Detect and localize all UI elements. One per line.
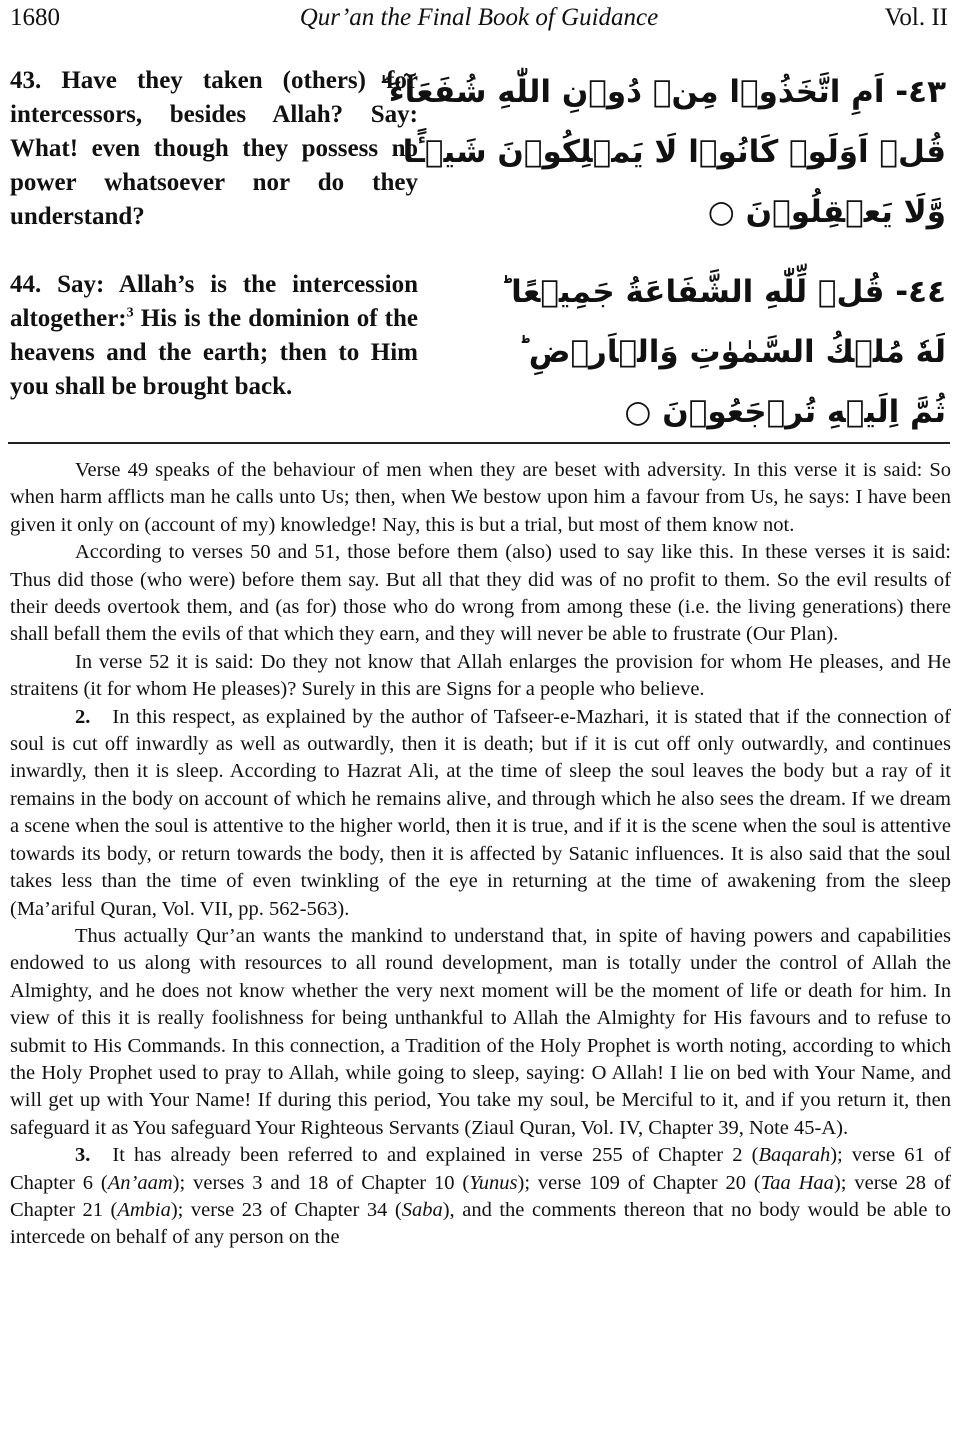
paragraph: Thus actually Qur’an wants the mankind to understand that, in spite of having powers and capabilities endowed to us along with resources to all round development, man is totally under the control of Allah the Almighty, and he does not know whether the very next moment will be the moment of life or death for him. In view of this it is really foolishness for being unthankful to Allah the Almighty for His favours and to refuse to submit to His Commands. In this connection, a Tradition of the Holy Prophet is worth noting, according to which the Holy Prophet used to pray to Allah, while going to sleep, saying: O Allah! I lie on bed with Your Name, and will get up with Your Name! If during this period, You take my soul, be Merciful to it, and if you return it, then safeguard it as You safeguard Your Righteous Servants (Ziaul Quran, Vol. IV, Chapter 39, Note 45-A). xyxy=(10,924,951,1139)
running-title: Qur’an the Final Book of Guidance xyxy=(299,4,659,31)
note-3 xyxy=(10,1142,951,1252)
note-text: ), and the comments thereon that no body would be able to intercede on behalf of any person on the xyxy=(10,1198,951,1249)
arabic-line: ٤٤- قُلۡ لِّلّٰهِ الشَّفَاعَةُ جَمِيۡعًا ؕ xyxy=(500,274,946,310)
note-text: ); verses 3 and 18 of Chapter 10 ( xyxy=(172,1171,470,1194)
verse-43-arabic xyxy=(377,62,946,242)
chapter-name: Yunus xyxy=(469,1171,518,1194)
footnote-marker: 3 xyxy=(126,305,134,321)
section-divider xyxy=(8,442,950,444)
note-text: ); verse 28 of Chapter 21 ( xyxy=(10,1171,951,1221)
arabic-line: قُلۡ اَوَلَوۡ كَانُوۡا لَا يَمۡلِكُوۡنَ شَيۡـًٔا xyxy=(402,134,946,170)
note-text: ); verse 109 of Chapter 20 ( xyxy=(517,1171,761,1194)
paragraph: In verse 52 it is said: Do they not know that Allah enlarges the provision for whom He pleases, and He straitens (it for whom He pleases)? Surely in this are Signs for a people who believe. xyxy=(10,650,951,701)
note-text: ); verse 23 of Chapter 34 ( xyxy=(170,1198,402,1221)
chapter-name: Baqarah xyxy=(758,1144,831,1167)
verse-44-arabic xyxy=(476,262,946,442)
note-text: ); verse 61 of Chapter 6 ( xyxy=(10,1144,951,1194)
chapter-name: Ambia xyxy=(117,1198,171,1221)
arabic-line: ٤٣- اَمِ اتَّخَذُوۡا مِنۡ دُوۡنِ اللّٰهِ شُفَعَآءَ ؕ xyxy=(377,74,946,110)
note-2 xyxy=(10,704,951,923)
arabic-line: ثُمَّ اِلَيۡهِ تُرۡجَعُوۡنَ ○ xyxy=(624,394,946,430)
verse-44-text-continued: His is the dominion of the heavens and the earth; then to Him you shall be brought back. xyxy=(10,305,418,400)
commentary xyxy=(10,457,951,1252)
paragraph: According to verses 50 and 51, those before them (also) used to say like this. In these verses it is said: Thus did those (who were) before them say. But all that they did was of no profit to them. So the evil results of their deeds overtook them, and (as for) those who do wrong from among these (i.e. the living generations) there shall befall them the evils of that which they earn, and they will never be able to frustrate (Our Plan). xyxy=(10,541,951,646)
note-text: In this respect, as explained by the author of Tafseer-e-Mazhari, it is stated that if the connection of soul is cut off inwardly as well as outwardly, then it is death; but if it is cut off only outwardly, and continues inwardly, then it is sleep. According to Hazrat Ali, at the time of sleep the soul leaves the body but a ray of it remains in the body on account of which he remains alive, and through which he also sees the dream. If we dream a scene when the soul is attentive to the higher world, then it is true, and if it is the scene when the soul is attentive towards its body, or return towards the body, then it is affected by Satanic influences. It is also said that the soul takes less than the time of even twinkling of the eye in returning at the time of awakening from the sleep (Ma’ariful Quran, Vol. VII, pp. 562-563). xyxy=(10,705,951,920)
arabic-line: وَّلَا يَعۡقِلُوۡنَ ○ xyxy=(707,194,946,230)
paragraph: Verse 49 speaks of the behaviour of men when they are beset with adversity. In this verse it is said: So when harm afflicts man he calls unto Us; then, when We bestow upon him a favour from Us, he says: I have been given it only on (account of my) knowledge! Nay, this is but a trial, but most of them know not. xyxy=(10,459,951,536)
chapter-name: Saba xyxy=(401,1198,443,1221)
note-text: It has already been referred to and explained in verse 255 of Chapter 2 ( xyxy=(112,1144,759,1167)
arabic-line: لَهٗ مُلۡكُ السَّمٰوٰتِ وَالۡاَرۡضِ ؕ xyxy=(517,334,946,370)
chapter-name: An’aam xyxy=(107,1171,173,1194)
verse-43-translation: 43. Have they taken (others) for intercessors, besides Allah? Say: What! even though they possess no power whatsoever nor do they understand? xyxy=(10,67,418,230)
page-header xyxy=(10,2,948,36)
chapter-name: Taa Haa xyxy=(760,1171,834,1194)
note-number: 2. xyxy=(75,705,91,728)
page-number: 1680 xyxy=(10,4,60,31)
note-number: 3. xyxy=(75,1144,91,1167)
verse-44-translation xyxy=(10,268,418,404)
verse-44-text: 44. Say: Allah’s is the intercession altogether: xyxy=(10,271,418,332)
volume-label: Vol. II xyxy=(884,4,948,31)
